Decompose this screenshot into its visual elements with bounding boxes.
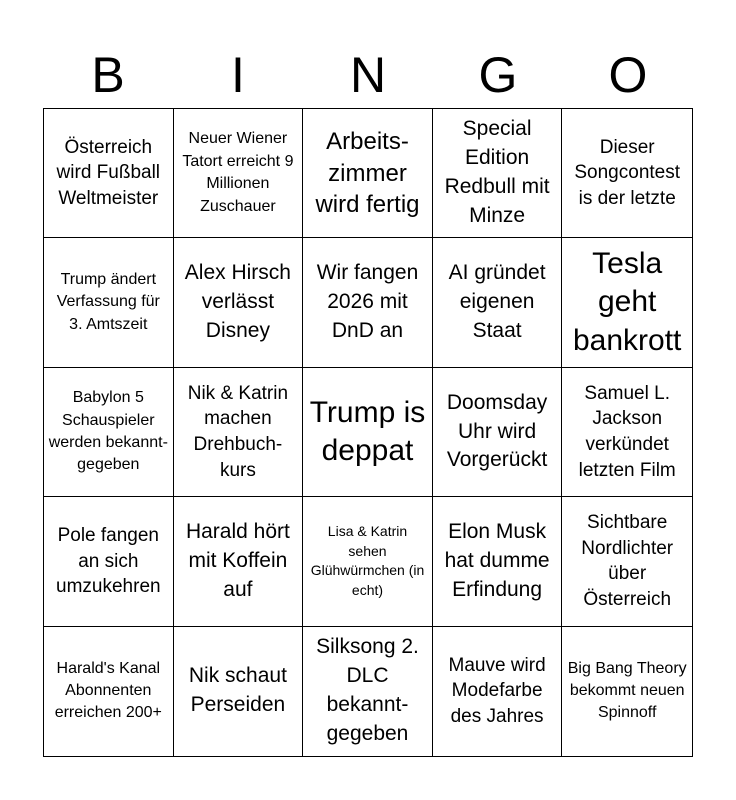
bingo-cell-r3c5[interactable] xyxy=(562,368,692,497)
bingo-cell-text: Harald hört mit Koffein auf xyxy=(185,519,290,601)
bingo-cell-r5c2[interactable] xyxy=(174,627,304,756)
bingo-cell-text: Harald's Kanal Abonnenten erreichen 200+ xyxy=(54,659,162,722)
bingo-cell-r1c4[interactable] xyxy=(433,109,563,238)
header-letter-b: B xyxy=(91,47,125,103)
bingo-cell-text: Samuel L. Jackson verkündet letzten Film xyxy=(578,382,676,481)
header-letter-i: I xyxy=(231,47,245,103)
bingo-cell-text: Sichtbare Nordlichter über Österreich xyxy=(581,512,674,611)
bingo-cell-text: Dieser Songcontest is der letzte xyxy=(574,136,681,210)
bingo-cell-text: Mauve wird Modefarbe des Jahres xyxy=(448,654,546,728)
bingo-cell-text: Pole fangen an sich umzukehren xyxy=(56,524,161,598)
bingo-cell-text: Trump ändert Verfassung für 3. Amtszeit xyxy=(56,271,160,333)
bingo-cell-text: Babylon 5 Schauspieler werden bekannt-gegeben xyxy=(48,389,168,474)
bingo-cell-text: Alex Hirsch verlässt Disney xyxy=(184,261,291,343)
bingo-cell-text: Elon Musk hat dumme Erfindung xyxy=(444,519,550,601)
bingo-cell-text: Silksong 2. DLC bekannt-gegeben xyxy=(316,635,419,746)
bingo-cell-r2c2[interactable] xyxy=(174,238,304,367)
bingo-cell-text: Nik schaut Perseiden xyxy=(188,664,287,717)
bingo-cell-r4c5[interactable] xyxy=(562,497,692,626)
bingo-cell-r4c2[interactable] xyxy=(174,497,304,626)
bingo-grid xyxy=(43,108,693,757)
bingo-cell-r1c3[interactable] xyxy=(303,109,433,238)
bingo-cell-text: Big Bang Theory bekommt neuen Spinnoff xyxy=(567,659,687,722)
bingo-cell-r2c1[interactable] xyxy=(44,238,174,367)
header-letter-n: N xyxy=(349,47,387,103)
bingo-cell-text: Special Edition Redbull mit Minze xyxy=(444,117,550,228)
bingo-cell-text: Österreich wird Fußball Weltmeister xyxy=(56,136,161,210)
bingo-cell-text: Neuer Wiener Tatort erreicht 9 Millionen Zuschauer xyxy=(182,130,294,215)
bingo-cell-text: AI gründet eigenen Staat xyxy=(448,261,546,343)
bingo-cell-r2c4[interactable] xyxy=(433,238,563,367)
header-letter-g: G xyxy=(478,47,518,103)
bingo-cell-r3c4[interactable] xyxy=(433,368,563,497)
bingo-cell-r4c4[interactable] xyxy=(433,497,563,626)
bingo-cell-r1c1[interactable] xyxy=(44,109,174,238)
bingo-cell-text: Wir fangen 2026 mit DnD an xyxy=(316,261,419,343)
bingo-cell-r2c3[interactable] xyxy=(303,238,433,367)
bingo-cell-r1c2[interactable] xyxy=(174,109,304,238)
bingo-cell-text: Nik & Katrin machen Drehbuch-kurs xyxy=(187,382,289,481)
header-letter-o: O xyxy=(608,47,648,103)
bingo-cell-r4c3[interactable] xyxy=(303,497,433,626)
bingo-cell-r4c1[interactable] xyxy=(44,497,174,626)
bingo-cell-r3c2[interactable] xyxy=(174,368,304,497)
bingo-cell-text: Trump is deppat xyxy=(309,395,426,467)
bingo-cell-text: Arbeits-zimmer wird fertig xyxy=(315,128,420,218)
bingo-cell-r5c3[interactable] xyxy=(303,627,433,756)
bingo-cell-text: Lisa & Katrin sehen Glühwürmchen (in echt) xyxy=(310,523,425,598)
bingo-cell-r1c5[interactable] xyxy=(562,109,692,238)
bingo-cell-r5c4[interactable] xyxy=(433,627,563,756)
bingo-cell-r3c1[interactable] xyxy=(44,368,174,497)
bingo-header xyxy=(43,42,693,108)
bingo-cell-r5c1[interactable] xyxy=(44,627,174,756)
bingo-cell-r5c5[interactable] xyxy=(562,627,692,756)
bingo-cell-text: Doomsday Uhr wird Vorgerückt xyxy=(446,390,548,472)
bingo-cell-text: Tesla geht bankrott xyxy=(572,247,682,357)
bingo-cell-r3c3[interactable] xyxy=(303,368,433,497)
bingo-cell-r2c5[interactable] xyxy=(562,238,692,367)
